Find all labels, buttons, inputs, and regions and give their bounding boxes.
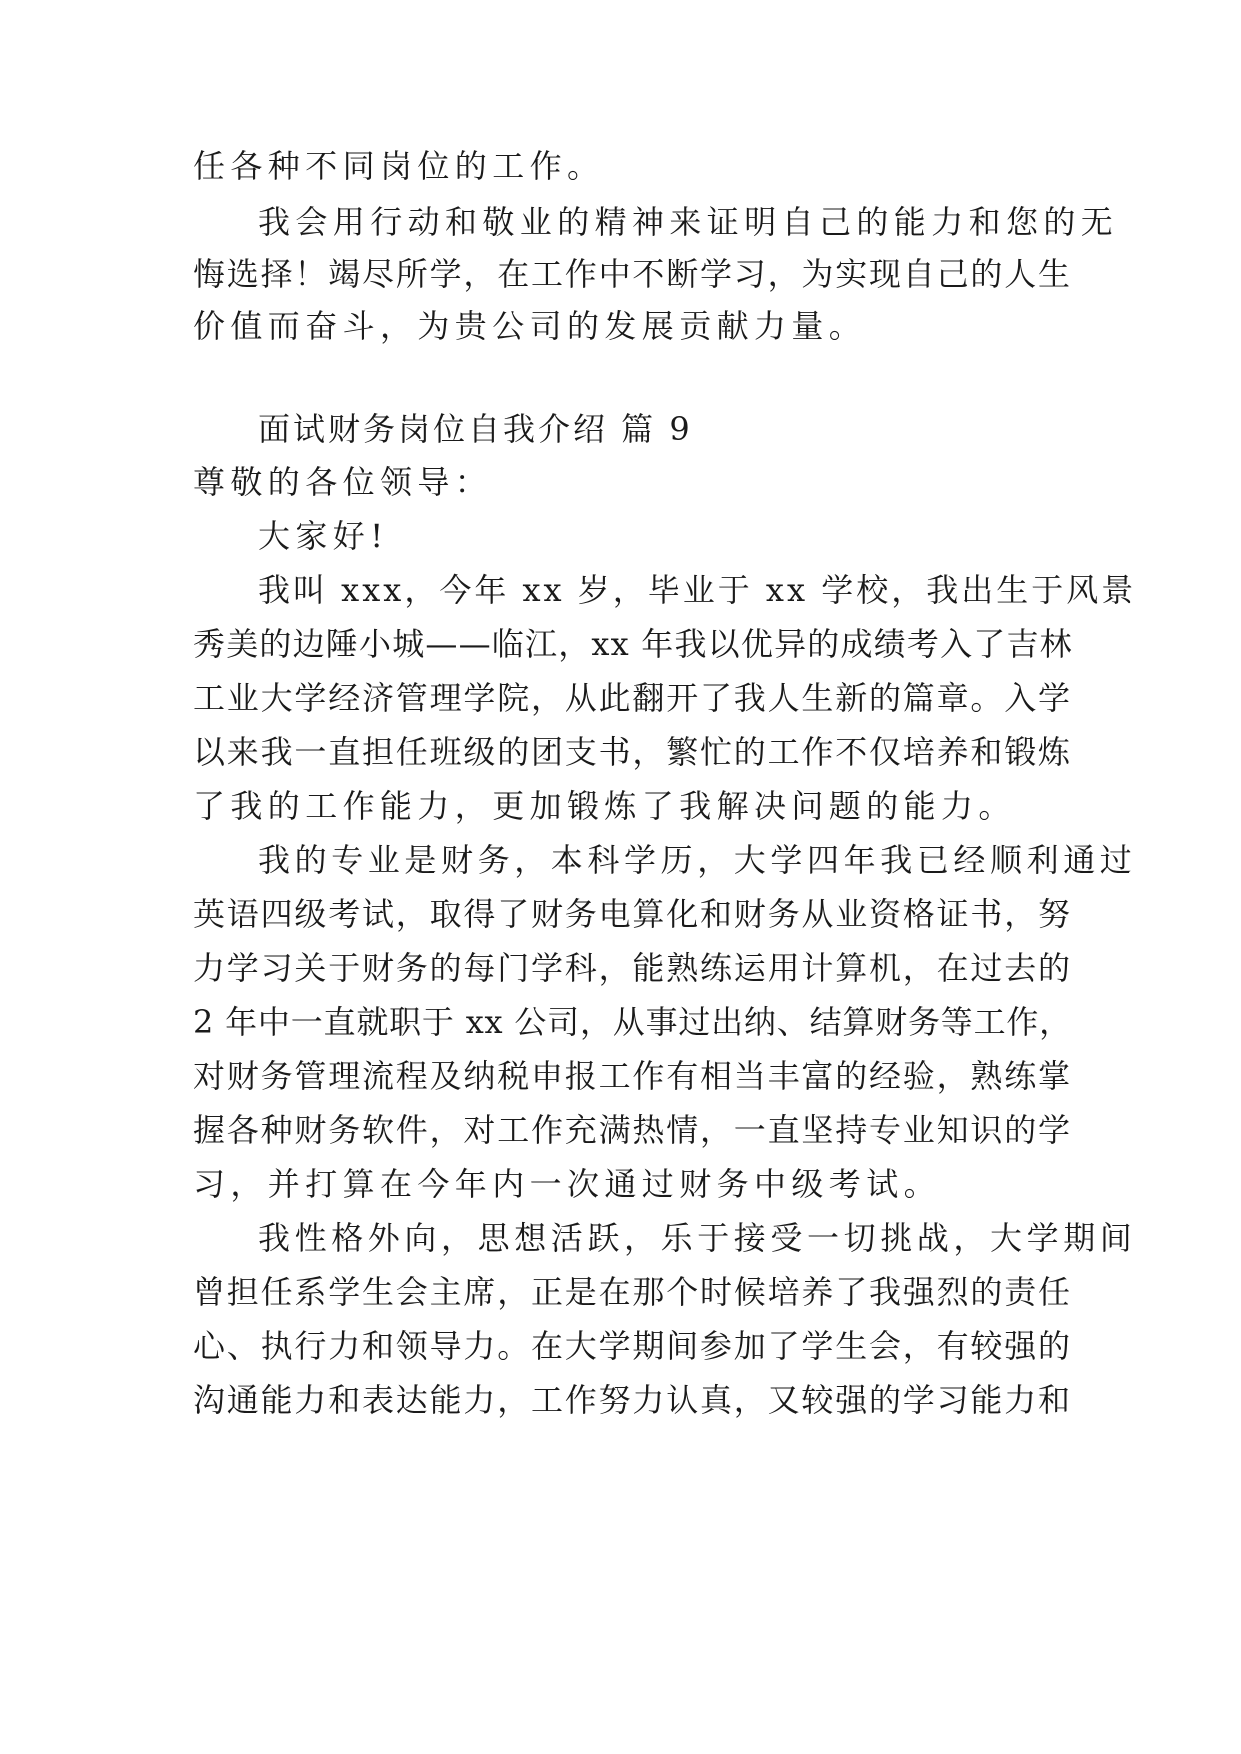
- salutation: 尊敬的各位领导：: [193, 463, 493, 501]
- paragraph-line: 力学习关于财务的每门学科，能熟练运用计算机，在过去的: [193, 949, 1072, 987]
- paragraph-line: 价值而奋斗，为贵公司的发展贡献力量。: [193, 307, 867, 345]
- paragraph-line: 工业大学经济管理学院，从此翻开了我人生新的篇章。入学: [193, 679, 1072, 717]
- paragraph-line: 以来我一直担任班级的团支书，繁忙的工作不仅培养和锻炼: [193, 733, 1072, 771]
- paragraph-line: 了我的工作能力，更加锻炼了我解决问题的能力。: [193, 787, 1016, 825]
- paragraph-line: 秀美的边陲小城——临江，xx 年我以优异的成绩考入了吉林: [193, 625, 1073, 663]
- paragraph-line: 心、执行力和领导力。在大学期间参加了学生会，有较强的: [193, 1327, 1072, 1365]
- section-title: 面试财务岗位自我介绍 篇 9: [258, 410, 693, 448]
- paragraph-line: 我的专业是财务，本科学历，大学四年我已经顺利通过: [258, 841, 1137, 879]
- paragraph-line: 2 年中一直就职于 xx 公司，从事过出纳、结算财务等工作，: [193, 1003, 1072, 1041]
- paragraph-line: 习，并打算在今年内一次通过财务中级考试。: [193, 1165, 942, 1203]
- greeting: 大家好!: [258, 517, 389, 555]
- paragraph-line: 沟通能力和表达能力，工作努力认真，又较强的学习能力和: [193, 1381, 1072, 1419]
- paragraph-line: 对财务管理流程及纳税申报工作有相当丰富的经验，熟练掌: [193, 1057, 1072, 1095]
- paragraph-line: 英语四级考试，取得了财务电算化和财务从业资格证书，努: [193, 895, 1072, 933]
- paragraph-line: 握各种财务软件，对工作充满热情，一直坚持专业知识的学: [193, 1111, 1072, 1149]
- paragraph-line: 我会用行动和敬业的精神来证明自己的能力和您的无: [258, 203, 1119, 241]
- paragraph-line: 悔选择！竭尽所学，在工作中不断学习，为实现自己的人生: [193, 255, 1072, 293]
- paragraph-line: 我叫 xxx，今年 xx 岁，毕业于 xx 学校，我出生于风景: [258, 571, 1137, 609]
- paragraph-line: 我性格外向，思想活跃，乐于接受一切挑战，大学期间: [258, 1219, 1137, 1257]
- continuation-line: 任各种不同岗位的工作。: [193, 147, 605, 185]
- paragraph-line: 曾担任系学生会主席，正是在那个时候培养了我强烈的责任: [193, 1273, 1072, 1311]
